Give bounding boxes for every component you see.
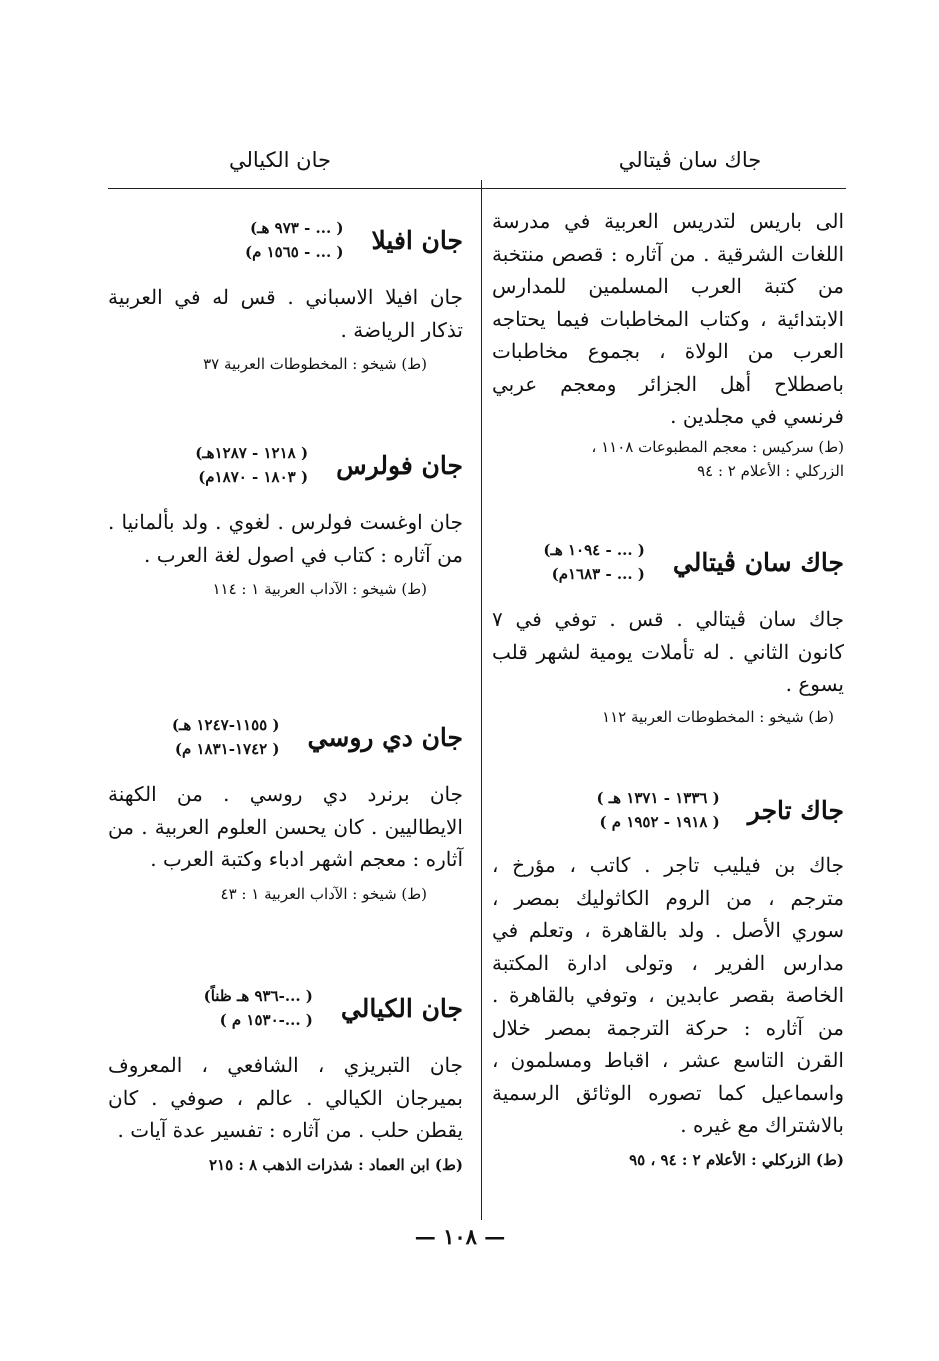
entry-reference: الزركلي : الأعلام ٢ : ٩٤: [697, 461, 844, 480]
entry-dates: [195, 441, 308, 489]
column-divider: [481, 180, 482, 1220]
entry-dates: [245, 216, 344, 264]
header-rule: [108, 188, 846, 189]
entry-reference: (ط) سركيس : معجم المطبوعات ١١٠٨ ،: [591, 437, 844, 456]
entry-text: الى باريس لتدريس العربية في مدرسة اللغات الشرقية . من آثاره : قصص منتخبة من كتبة العرب المسلمين للمدارس الابتدائية ، وكتاب المخاطبات فيما يحتاجه العرب من الولاة ، بجموع مخاطبات باصطلاح أهل الجزائر ومعجم عربي فرنسي في مجلدين .: [492, 209, 844, 428]
entry-text: جان التبريزي ، الشافعي ، المعروف بميرجان الكيالي . عالم ، صوفي . كان يقطن حلب . من آثاره : تفسير عدة آيات .: [108, 1053, 463, 1142]
entry-dates: [543, 538, 645, 586]
dates-ad: ( ١٩١٨ - ١٩٥٢ م ): [599, 813, 720, 831]
dates-ad: ( ... - ١٥٦٥ م): [245, 243, 344, 261]
entry-reference: (ط) الزركلي : الأعلام ٢ : ٩٤ ، ٩٥: [629, 1150, 844, 1169]
entry-header: [108, 973, 463, 1043]
entry-jacques-tager: [492, 775, 844, 1172]
entry-text: جان اوغست فولرس . لغوي . ولد بألمانيا . من آثاره : كتاب في اصول لغة العرب .: [108, 510, 463, 567]
page-number: — ١٠٨ —: [414, 1224, 506, 1249]
running-head-left: جان الكيالي: [229, 148, 331, 172]
dates-hijri: ( ١٣٣٦ - ١٣٧١ هـ ): [596, 789, 720, 807]
entry-jean-al-kayyali: [108, 973, 463, 1177]
dates-ad: ( ١٨٠٣ - ١٨٧٠م): [198, 468, 309, 486]
entry-header: [492, 775, 844, 845]
entry-reference: (ط) شيخو : المخطوطات العربية ١١٢: [602, 707, 834, 726]
entry-name: جاك تاجر: [747, 795, 844, 825]
entry-text: جاك بن فيليب تاجر . كاتب ، مؤرخ ، مترجم ، من الروم الكاثوليك بمصر ، سوري الأصل . ولد بالقاهرة ، وتعلم في مدارس الفرير ، وتولى ادارة المكتبة الخاصة بقصر عابدين ، وتوفي بالقاهرة . من آثاره : حركة الترجمة بمصر خلال القرن التاسع عشر ، اقباط ومسلمون ، واسماعيل كما تصوره الوثائق الرسمية بالاشتراك مع غيره .: [492, 853, 844, 1137]
entry-header: [492, 527, 844, 597]
dates-hijri: ( ١٢١٨ - ١٢٨٧هـ): [195, 444, 309, 462]
continuation-entry: [492, 205, 844, 483]
entry-name: جان فولرس: [336, 450, 463, 480]
entry-dates: [596, 786, 719, 834]
entry-name: جاك سان ڤيتالي: [672, 547, 844, 577]
entry-header: [108, 702, 463, 772]
entry-jacques-saint-vitali: [492, 527, 844, 729]
entry-text: جان افيلا الاسباني . قس له في العربية تذكار الرياضة .: [108, 285, 463, 342]
entry-name: جان دي روسي: [307, 722, 463, 752]
dates-hijri: ( ... - ١٠٩٤ هـ): [543, 541, 645, 559]
entry-header: [108, 430, 463, 500]
entry-name: جان الكيالي: [340, 993, 463, 1023]
entry-dates: [172, 713, 280, 761]
entry-reference: (ط) شيخو : الآداب العربية ١ : ٤٣: [220, 884, 427, 903]
entry-jean-vollers: [108, 430, 463, 601]
entry-text: جاك سان ڤيتالي . قس . توفي في ٧ كانون الثاني . له تأملات يومية لشهر قلب يسوع .: [492, 607, 844, 696]
entry-jean-de-rossi: [108, 702, 463, 906]
dates-ad: ( ... - ١٦٨٣م): [551, 565, 645, 583]
dates-hijri: ( ... - ٩٧٣ هـ): [250, 219, 344, 237]
entry-dates: [204, 984, 313, 1032]
dates-ad: ( ...-١٥٣٠ م ): [219, 1011, 313, 1029]
entry-text: جان برنرد دي روسي . من الكهنة الايطاليين . كان يحسن العلوم العربية . من آثاره : معجم اشهر ادباء وكتبة العرب .: [108, 782, 463, 871]
dates-hijri: ( ...-٩٣٦ هـ ظناً): [203, 987, 313, 1005]
entry-reference: (ط) شيخو : المخطوطات العربية ٣٧: [203, 355, 427, 373]
running-head-right: جاك سان ڤيتالي: [618, 148, 762, 172]
entry-reference: (ط) شيخو : الآداب العربية ١ : ١١٤: [212, 580, 427, 598]
dates-hijri: ( ١١٥٥-١٢٤٧ هـ): [171, 716, 280, 734]
entry-name: جان افيلا: [371, 225, 463, 255]
entry-header: [108, 205, 463, 275]
entry-reference: (ط) ابن العماد : شذرات الذهب ٨ : ٢١٥: [208, 1155, 463, 1174]
dates-ad: ( ١٧٤٢-١٨٣١ م): [174, 740, 280, 758]
entry-jean-avila: [108, 205, 463, 376]
